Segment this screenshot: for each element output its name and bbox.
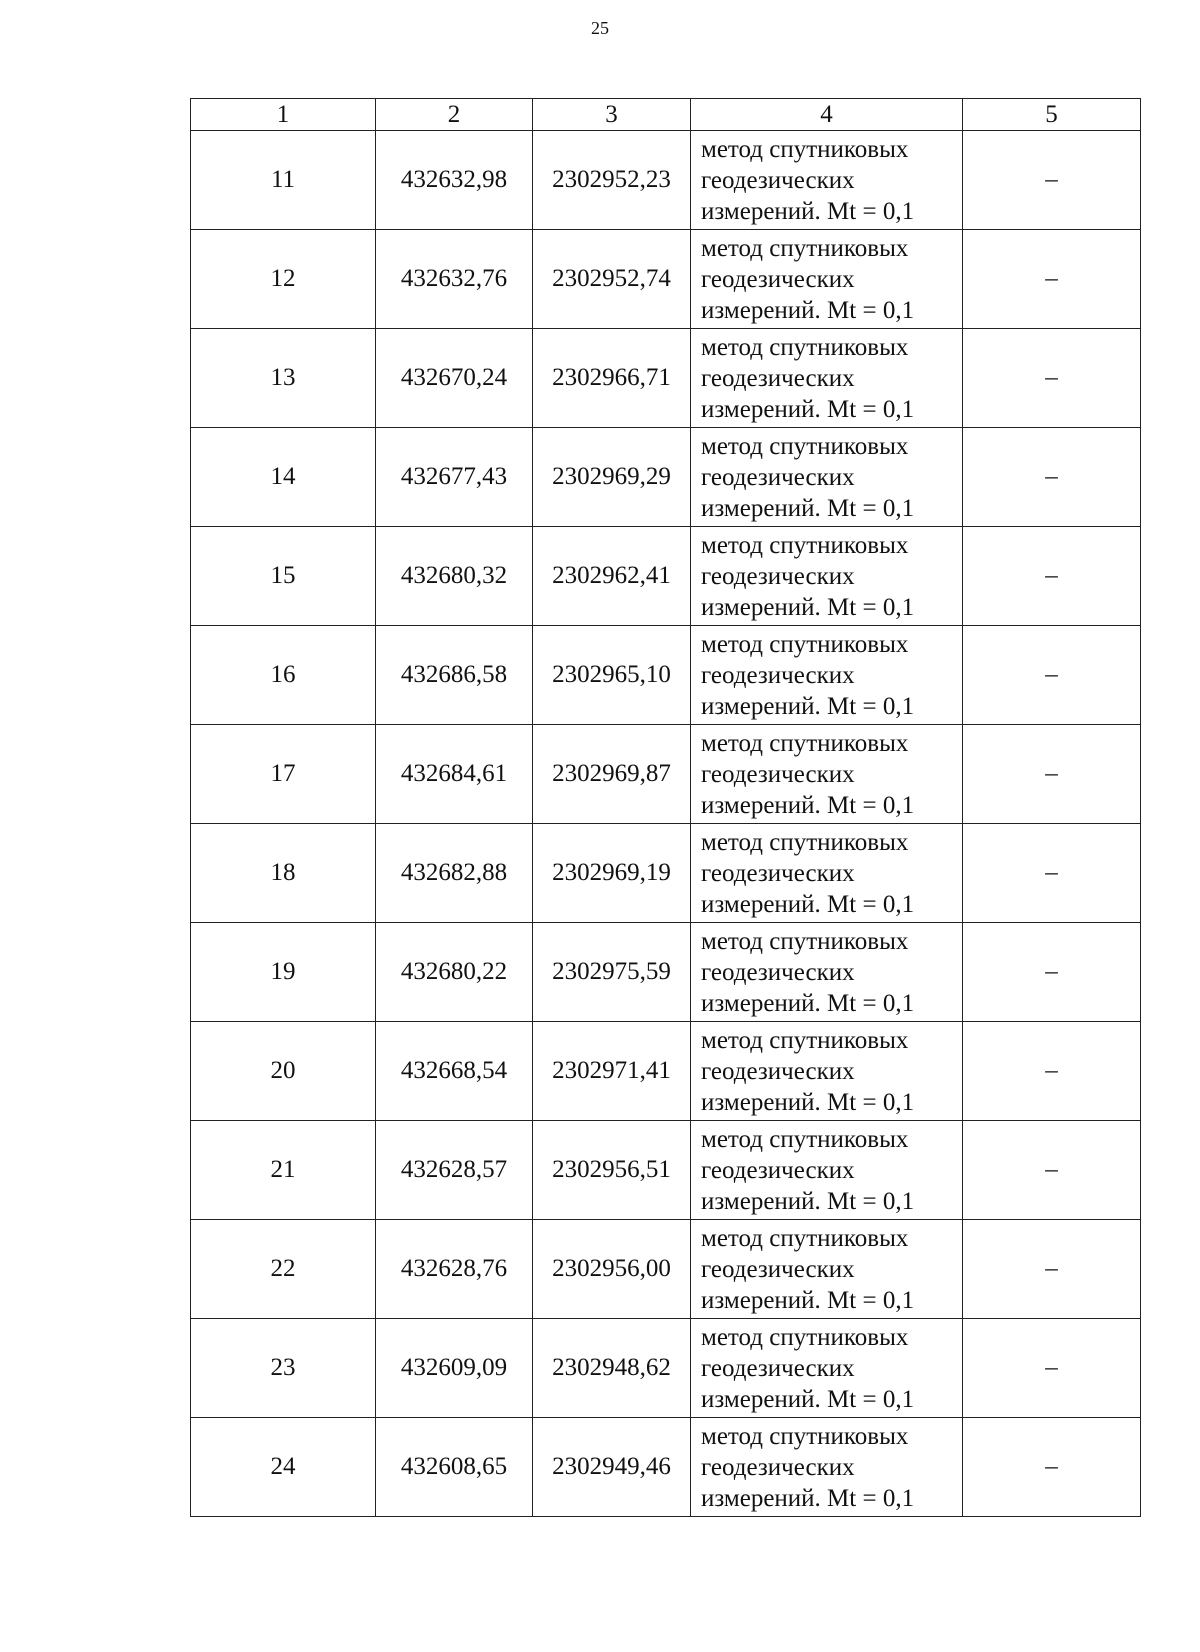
method-text-line: метод спутниковых: [701, 432, 909, 460]
point-number-cell: 15: [191, 527, 376, 626]
method-text-line: метод спутниковых: [701, 135, 909, 163]
table-row: [191, 626, 1141, 725]
method-text-line: измерений. Mt = 0,1: [701, 593, 915, 621]
point-number-cell: 24: [191, 1418, 376, 1517]
x-coordinate-cell: 432680,32: [376, 527, 533, 626]
method-text-line: геодезических: [701, 958, 855, 986]
x-coordinate-cell: 432670,24: [376, 329, 533, 428]
note-cell: –: [963, 626, 1141, 725]
y-coordinate-cell: 2302971,41: [533, 1022, 691, 1121]
column-header-3: 3: [533, 99, 691, 131]
x-coordinate-cell: 432628,76: [376, 1220, 533, 1319]
y-coordinate-cell: 2302948,62: [533, 1319, 691, 1418]
point-number-cell: 12: [191, 230, 376, 329]
note-cell: –: [963, 1418, 1141, 1517]
method-text-line: геодезических: [701, 562, 855, 590]
note-cell: –: [963, 527, 1141, 626]
point-number-cell: 19: [191, 923, 376, 1022]
x-coordinate-cell: 432686,58: [376, 626, 533, 725]
method-text-line: метод спутниковых: [701, 729, 909, 757]
method-cell: [691, 1319, 963, 1418]
y-coordinate-cell: 2302952,23: [533, 131, 691, 230]
point-number-cell: 20: [191, 1022, 376, 1121]
method-text-line: геодезических: [701, 364, 855, 392]
table-row: [191, 1022, 1141, 1121]
table-row: [191, 527, 1141, 626]
method-cell: [691, 1022, 963, 1121]
x-coordinate-cell: 432632,76: [376, 230, 533, 329]
method-text-line: метод спутниковых: [701, 1125, 909, 1153]
y-coordinate-cell: 2302952,74: [533, 230, 691, 329]
method-cell: [691, 626, 963, 725]
note-cell: –: [963, 824, 1141, 923]
method-text-line: измерений. Mt = 0,1: [701, 395, 915, 423]
y-coordinate-cell: 2302969,29: [533, 428, 691, 527]
column-header-4: 4: [691, 99, 963, 131]
page-number: 25: [591, 18, 609, 38]
method-text-line: метод спутниковых: [701, 234, 909, 262]
method-text-line: измерений. Mt = 0,1: [701, 494, 915, 522]
x-coordinate-cell: 432608,65: [376, 1418, 533, 1517]
x-coordinate-cell: 432677,43: [376, 428, 533, 527]
y-coordinate-cell: 2302975,59: [533, 923, 691, 1022]
table-row: [191, 1220, 1141, 1319]
x-coordinate-cell: 432684,61: [376, 725, 533, 824]
method-text-line: метод спутниковых: [701, 1026, 909, 1054]
method-text-line: метод спутниковых: [701, 1422, 909, 1450]
y-coordinate-cell: 2302966,71: [533, 329, 691, 428]
method-text-line: измерений. Mt = 0,1: [701, 989, 915, 1017]
x-coordinate-cell: 432628,57: [376, 1121, 533, 1220]
method-text-line: метод спутниковых: [701, 630, 909, 658]
method-text-line: измерений. Mt = 0,1: [701, 1385, 915, 1413]
table-row: [191, 1319, 1141, 1418]
method-cell: [691, 527, 963, 626]
method-cell: [691, 1220, 963, 1319]
table-row: [191, 923, 1141, 1022]
method-text-line: метод спутниковых: [701, 828, 909, 856]
y-coordinate-cell: 2302969,19: [533, 824, 691, 923]
point-number-cell: 14: [191, 428, 376, 527]
method-text-line: метод спутниковых: [701, 531, 909, 559]
method-text-line: геодезических: [701, 661, 855, 689]
table-row: [191, 428, 1141, 527]
note-cell: –: [963, 1022, 1141, 1121]
method-cell: [691, 1121, 963, 1220]
table-row: [191, 230, 1141, 329]
note-cell: –: [963, 1220, 1141, 1319]
table-row: [191, 725, 1141, 824]
y-coordinate-cell: 2302956,00: [533, 1220, 691, 1319]
y-coordinate-cell: 2302956,51: [533, 1121, 691, 1220]
method-text-line: измерений. Mt = 0,1: [701, 692, 915, 720]
table-row: [191, 1418, 1141, 1517]
x-coordinate-cell: 432668,54: [376, 1022, 533, 1121]
table-header-row: [191, 99, 1141, 131]
table-row: [191, 131, 1141, 230]
y-coordinate-cell: 2302965,10: [533, 626, 691, 725]
point-number-cell: 16: [191, 626, 376, 725]
method-text-line: геодезических: [701, 1453, 855, 1481]
point-number-cell: 11: [191, 131, 376, 230]
note-cell: –: [963, 1319, 1141, 1418]
method-text-line: геодезических: [701, 1057, 855, 1085]
point-number-cell: 21: [191, 1121, 376, 1220]
column-header-1: 1: [191, 99, 376, 131]
note-cell: –: [963, 725, 1141, 824]
point-number-cell: 17: [191, 725, 376, 824]
column-header-2: 2: [376, 99, 533, 131]
x-coordinate-cell: 432632,98: [376, 131, 533, 230]
method-text-line: геодезических: [701, 1255, 855, 1283]
method-text-line: геодезических: [701, 1156, 855, 1184]
point-number-cell: 22: [191, 1220, 376, 1319]
method-text-line: метод спутниковых: [701, 1224, 909, 1252]
y-coordinate-cell: 2302969,87: [533, 725, 691, 824]
point-number-cell: 23: [191, 1319, 376, 1418]
method-text-line: измерений. Mt = 0,1: [701, 1484, 915, 1512]
method-text-line: метод спутниковых: [701, 1323, 909, 1351]
y-coordinate-cell: 2302949,46: [533, 1418, 691, 1517]
method-text-line: геодезических: [701, 1354, 855, 1382]
x-coordinate-cell: 432680,22: [376, 923, 533, 1022]
x-coordinate-cell: 432682,88: [376, 824, 533, 923]
point-number-cell: 18: [191, 824, 376, 923]
table-row: [191, 1121, 1141, 1220]
method-cell: [691, 230, 963, 329]
method-cell: [691, 824, 963, 923]
method-text-line: измерений. Mt = 0,1: [701, 1286, 915, 1314]
column-header-5: 5: [963, 99, 1141, 131]
method-cell: [691, 725, 963, 824]
method-text-line: геодезических: [701, 166, 855, 194]
method-cell: [691, 1418, 963, 1517]
y-coordinate-cell: 2302962,41: [533, 527, 691, 626]
method-cell: [691, 329, 963, 428]
method-text-line: метод спутниковых: [701, 927, 909, 955]
note-cell: –: [963, 329, 1141, 428]
table-row: [191, 329, 1141, 428]
note-cell: –: [963, 923, 1141, 1022]
point-number-cell: 13: [191, 329, 376, 428]
method-text-line: метод спутниковых: [701, 333, 909, 361]
table-body: [191, 131, 1141, 1517]
method-text-line: измерений. Mt = 0,1: [701, 296, 915, 324]
note-cell: –: [963, 131, 1141, 230]
method-text-line: геодезических: [701, 463, 855, 491]
method-text-line: геодезических: [701, 859, 855, 887]
method-text-line: измерений. Mt = 0,1: [701, 197, 915, 225]
method-cell: [691, 428, 963, 527]
note-cell: –: [963, 1121, 1141, 1220]
note-cell: –: [963, 230, 1141, 329]
table-row: [191, 824, 1141, 923]
method-cell: [691, 923, 963, 1022]
method-text-line: измерений. Mt = 0,1: [701, 1187, 915, 1215]
coordinates-table: [190, 98, 1141, 1517]
method-text-line: измерений. Mt = 0,1: [701, 791, 915, 819]
x-coordinate-cell: 432609,09: [376, 1319, 533, 1418]
method-text-line: измерений. Mt = 0,1: [701, 1088, 915, 1116]
method-cell: [691, 131, 963, 230]
method-text-line: геодезических: [701, 760, 855, 788]
method-text-line: геодезических: [701, 265, 855, 293]
method-text-line: измерений. Mt = 0,1: [701, 890, 915, 918]
note-cell: –: [963, 428, 1141, 527]
